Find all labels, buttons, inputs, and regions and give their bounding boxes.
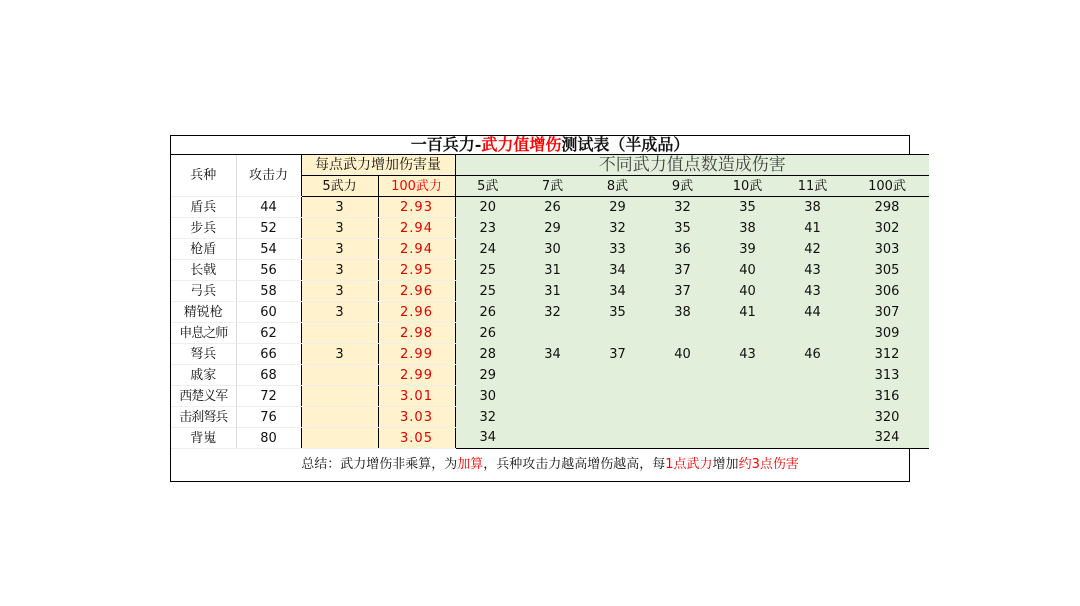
damage-cell: 32: [455, 407, 520, 428]
damage-cell: 41: [780, 218, 845, 239]
damage-cell: 35: [715, 197, 780, 218]
damage-cell: 23: [455, 218, 520, 239]
damage-cell: 41: [715, 302, 780, 323]
damage-cell: 42: [780, 239, 845, 260]
damage-cell: 30: [455, 386, 520, 407]
header-dmg-col: 5武: [455, 176, 520, 197]
damage-cell: [585, 428, 650, 449]
title-part-1: 一百兵力-: [410, 136, 482, 154]
title-part-3: 测试表（半成品）: [561, 136, 690, 154]
attack-cell: 76: [236, 407, 301, 428]
damage-cell: 30: [520, 239, 585, 260]
damage-cell: 38: [715, 218, 780, 239]
per5-cell: 3: [301, 239, 378, 260]
damage-cell: 44: [780, 302, 845, 323]
damage-cell: 40: [715, 260, 780, 281]
per5-cell: 3: [301, 344, 378, 365]
table-row: [171, 428, 929, 449]
table-row: [171, 365, 929, 386]
damage-cell: 32: [650, 197, 715, 218]
table-row: [171, 218, 929, 239]
per100-cell: 2.93: [378, 197, 455, 218]
damage-cell: 303: [845, 239, 929, 260]
header-per-point-group: 每点武力增加伤害量: [301, 155, 455, 176]
damage-cell: 36: [650, 239, 715, 260]
damage-cell: 309: [845, 323, 929, 344]
attack-cell: 56: [236, 260, 301, 281]
damage-cell: [585, 365, 650, 386]
header-dmg-col: 11武: [780, 176, 845, 197]
damage-test-sheet: [170, 135, 910, 482]
damage-cell: 38: [780, 197, 845, 218]
table-row: [171, 281, 929, 302]
damage-cell: 40: [650, 344, 715, 365]
table-row: [171, 344, 929, 365]
damage-cell: [780, 407, 845, 428]
table-row: [171, 260, 929, 281]
table-row: [171, 407, 929, 428]
header-diff-group: 不同武力值点数造成伤害: [455, 155, 929, 176]
damage-cell: [650, 428, 715, 449]
damage-cell: 29: [520, 218, 585, 239]
damage-cell: 313: [845, 365, 929, 386]
attack-cell: 72: [236, 386, 301, 407]
per100-cell: 2.96: [378, 281, 455, 302]
per5-cell: 3: [301, 302, 378, 323]
per100-cell: 3.01: [378, 386, 455, 407]
damage-cell: 316: [845, 386, 929, 407]
header-unit: 兵种: [171, 155, 236, 197]
damage-cell: 46: [780, 344, 845, 365]
summary-text-2: ，兵种攻击力越高增伤越高，每: [483, 457, 666, 472]
damage-cell: [715, 323, 780, 344]
attack-cell: 60: [236, 302, 301, 323]
summary-highlight-damage: 约3点伤害: [738, 457, 799, 472]
damage-cell: 37: [650, 260, 715, 281]
unit-name-cell: 盾兵: [171, 197, 236, 218]
damage-cell: 306: [845, 281, 929, 302]
unit-name-cell: 长戟: [171, 260, 236, 281]
per5-cell: [301, 428, 378, 449]
attack-cell: 54: [236, 239, 301, 260]
summary-text-3: 增加: [712, 457, 739, 472]
damage-cell: 312: [845, 344, 929, 365]
damage-cell: [585, 407, 650, 428]
header-dmg-col: 8武: [585, 176, 650, 197]
damage-cell: 25: [455, 260, 520, 281]
attack-cell: 80: [236, 428, 301, 449]
per5-cell: 3: [301, 218, 378, 239]
per5-cell: [301, 386, 378, 407]
per100-cell: 3.05: [378, 428, 455, 449]
damage-cell: [650, 365, 715, 386]
damage-cell: 37: [585, 344, 650, 365]
damage-cell: [520, 386, 585, 407]
summary-highlight-add: 加算: [457, 457, 484, 472]
per100-cell: 2.94: [378, 218, 455, 239]
damage-cell: [715, 428, 780, 449]
damage-cell: [650, 386, 715, 407]
per100-cell: 2.96: [378, 302, 455, 323]
damage-cell: 302: [845, 218, 929, 239]
damage-cell: [520, 407, 585, 428]
damage-cell: 298: [845, 197, 929, 218]
per100-cell: 2.98: [378, 323, 455, 344]
unit-name-cell: 背嵬: [171, 428, 236, 449]
header-dmg-col: 10武: [715, 176, 780, 197]
damage-cell: 35: [585, 302, 650, 323]
per100-cell: 3.03: [378, 407, 455, 428]
damage-cell: [650, 407, 715, 428]
per100-cell: 2.95: [378, 260, 455, 281]
unit-name-cell: 弩兵: [171, 344, 236, 365]
header-dmg-col: 7武: [520, 176, 585, 197]
per5-cell: [301, 365, 378, 386]
header-attack: 攻击力: [236, 155, 301, 197]
damage-cell: 25: [455, 281, 520, 302]
damage-cell: [715, 386, 780, 407]
damage-cell: 38: [650, 302, 715, 323]
attack-cell: 62: [236, 323, 301, 344]
damage-cell: 324: [845, 428, 929, 449]
unit-name-cell: 申息之师: [171, 323, 236, 344]
damage-cell: [520, 428, 585, 449]
table-row: [171, 323, 929, 344]
unit-name-cell: 击刹弩兵: [171, 407, 236, 428]
per5-cell: 3: [301, 281, 378, 302]
unit-name-cell: 步兵: [171, 218, 236, 239]
damage-table: [171, 136, 929, 481]
damage-cell: 43: [780, 260, 845, 281]
damage-cell: 34: [520, 344, 585, 365]
damage-cell: 34: [585, 260, 650, 281]
summary-highlight-point: 1点武力: [665, 457, 713, 472]
damage-cell: 307: [845, 302, 929, 323]
summary-text-1: 总结：武力增伤非乘算，为: [301, 457, 458, 472]
damage-cell: 31: [520, 260, 585, 281]
damage-cell: 26: [455, 323, 520, 344]
damage-cell: [780, 365, 845, 386]
summary-line: [171, 449, 929, 482]
attack-cell: 52: [236, 218, 301, 239]
table-row: [171, 197, 929, 218]
damage-cell: 35: [650, 218, 715, 239]
damage-cell: [585, 386, 650, 407]
per5-cell: 3: [301, 260, 378, 281]
table-row: [171, 302, 929, 323]
per100-cell: 2.99: [378, 344, 455, 365]
damage-cell: [780, 386, 845, 407]
unit-name-cell: 枪盾: [171, 239, 236, 260]
damage-cell: 28: [455, 344, 520, 365]
header-per-5: 5武力: [301, 176, 378, 197]
unit-name-cell: 弓兵: [171, 281, 236, 302]
header-dmg-col: 9武: [650, 176, 715, 197]
unit-name-cell: 西楚义军: [171, 386, 236, 407]
header-dmg-col: 100武: [845, 176, 929, 197]
damage-cell: [520, 365, 585, 386]
damage-cell: [715, 365, 780, 386]
damage-cell: 37: [650, 281, 715, 302]
damage-cell: 40: [715, 281, 780, 302]
damage-cell: 26: [455, 302, 520, 323]
per5-cell: [301, 407, 378, 428]
title-part-2: 武力值增伤: [481, 136, 562, 154]
sheet-title: [171, 136, 929, 155]
attack-cell: 44: [236, 197, 301, 218]
attack-cell: 58: [236, 281, 301, 302]
damage-cell: 29: [585, 197, 650, 218]
damage-cell: 26: [520, 197, 585, 218]
unit-name-cell: 精锐枪: [171, 302, 236, 323]
table-body: [171, 197, 929, 449]
header-per-100: 100武力: [378, 176, 455, 197]
damage-cell: 32: [520, 302, 585, 323]
damage-cell: 43: [780, 281, 845, 302]
damage-cell: 34: [455, 428, 520, 449]
damage-cell: [650, 323, 715, 344]
damage-cell: 20: [455, 197, 520, 218]
table-row: [171, 386, 929, 407]
damage-cell: 34: [585, 281, 650, 302]
damage-cell: [715, 407, 780, 428]
damage-cell: 33: [585, 239, 650, 260]
table-row: [171, 239, 929, 260]
damage-cell: 39: [715, 239, 780, 260]
damage-cell: 31: [520, 281, 585, 302]
damage-cell: [780, 323, 845, 344]
damage-cell: 43: [715, 344, 780, 365]
per100-cell: 2.94: [378, 239, 455, 260]
damage-cell: [780, 428, 845, 449]
per5-cell: 3: [301, 197, 378, 218]
attack-cell: 66: [236, 344, 301, 365]
per100-cell: 2.99: [378, 365, 455, 386]
damage-cell: 24: [455, 239, 520, 260]
damage-cell: 320: [845, 407, 929, 428]
attack-cell: 68: [236, 365, 301, 386]
damage-cell: [520, 323, 585, 344]
damage-cell: 305: [845, 260, 929, 281]
damage-cell: 29: [455, 365, 520, 386]
unit-name-cell: 戚家: [171, 365, 236, 386]
damage-cell: [585, 323, 650, 344]
per5-cell: [301, 323, 378, 344]
damage-cell: 32: [585, 218, 650, 239]
